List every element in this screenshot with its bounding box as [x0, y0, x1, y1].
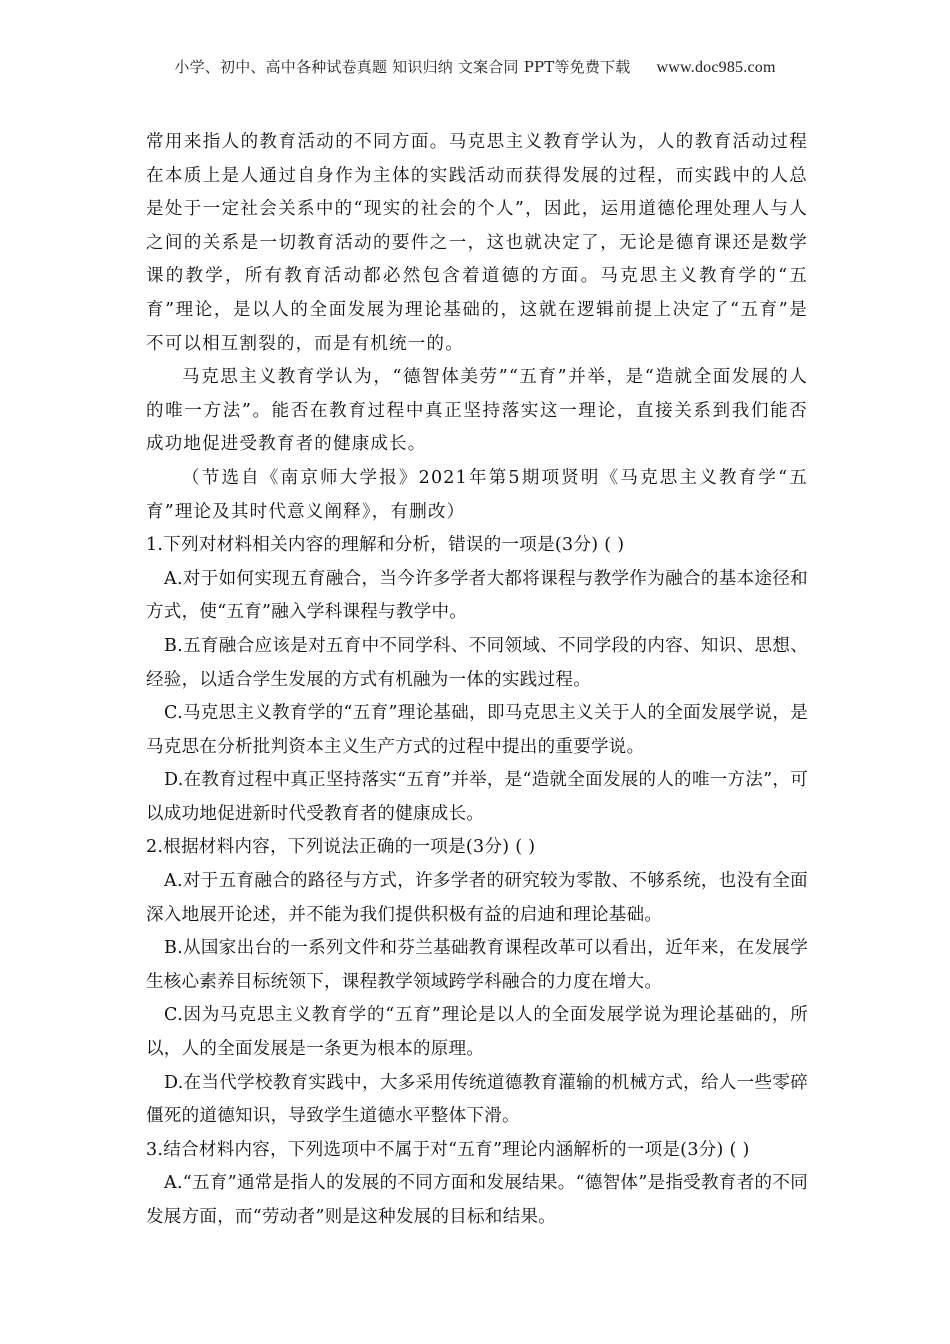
option-b: B.从国家出台的一系列文件和芬兰基础教育课程改革可以看出，近年来，在发展学生核心素养目标统领下，课程教学领域跨学科融合的力度在增大。: [146, 938, 808, 992]
option-c: C.因为马克思主义教育学的“五育”理论是以人的全面发展学说为理论基础的，所以，人的全面发展是一条更为根本的原理。: [146, 1005, 808, 1060]
question-stem: 3.结合材料内容，下列选项中不属于对“五育”理论内涵解析的一项是(3分) ( ): [146, 1139, 750, 1160]
question-3: [146, 1134, 808, 1235]
header-url[interactable]: www.doc985.com: [656, 59, 776, 76]
option-a: A.“五育”通常是指人的发展的不同方面和发展结果。“德智体”是指受教育者的不同发展方面，而“劳动者”则是这种发展的目标和结果。: [146, 1173, 808, 1227]
option-c: C.马克思主义教育学的“五育”理论基础，即马克思主义关于人的全面发展学说，是马克思在分析批判资本主义生产方式的过程中提出的重要学说。: [146, 703, 808, 757]
question-stem: 2.根据材料内容，下列说法正确的一项是(3分) ( ): [146, 837, 536, 858]
question-stem: 1.下列对材料相关内容的理解和分析，错误的一项是(3分) ( ): [146, 535, 625, 556]
passage-source: （节选自《南京师大学报》2021年第5期项贤明《马克思主义教育学“五育”理论及其时代意义阐释》，有删改）: [146, 467, 808, 522]
document-body: [146, 126, 808, 1235]
passage-paragraph: 马克思主义教育学认为，“德智体美劳”“五育”并举，是“造就全面发展的人的唯一方法”。能否在教育过程中真正坚持落实这一理论，直接关系到我们能否成功地促进受教育者的健康成长。: [146, 367, 808, 455]
option-d: D.在当代学校教育实践中，大多采用传统道德教育灌输的机械方式，给人一些零碎僵死的道德知识，导致学生道德水平整体下滑。: [146, 1072, 808, 1127]
header-text: 小学、初中、高中各种试卷真题 知识归纳 文案合同 PPT等免费下载: [174, 58, 631, 76]
page-header: [0, 56, 950, 77]
reading-passage: [146, 126, 808, 529]
option-a: A.对于如何实现五育融合，当今许多学者大都将课程与教学作为融合的基本途径和方式，使“五育”融入学科课程与教学中。: [146, 568, 808, 623]
option-a: A.对于五育融合的路径与方式，许多学者的研究较为零散、不够系统，也没有全面深入地展开论述，并不能为我们提供积极有益的启迪和理论基础。: [146, 871, 808, 925]
question-1: [146, 529, 808, 831]
question-2: [146, 831, 808, 1133]
option-b: B.五育融合应该是对五育中不同学科、不同领域、不同学段的内容、知识、思想、经验，以适合学生发展的方式有机融为一体的实践过程。: [146, 635, 808, 690]
passage-paragraph: 常用来指人的教育活动的不同方面。马克思主义教育学认为，人的教育活动过程在本质上是人通过自身作为主体的实践活动而获得发展的过程，而实践中的人总是处于一定社会关系中的“现实的社会的个人”，因此，运用道德伦理处理人与人之间的关系是一切教育活动的要件之一，这也就决定了，无论是德育课还是数学课的教学，所有教育活动都必然包含着道德的方面。马克思主义教育学的“五育”理论，是以人的全面发展为理论基础的，这就在逻辑前提上决定了“五育”是不可以相互割裂的，而是有机统一的。: [146, 132, 808, 354]
option-d: D.在教育过程中真正坚持落实“五育”并举，是“造就全面发展的人的唯一方法”，可以成功地促进新时代受教育者的健康成长。: [146, 770, 808, 824]
